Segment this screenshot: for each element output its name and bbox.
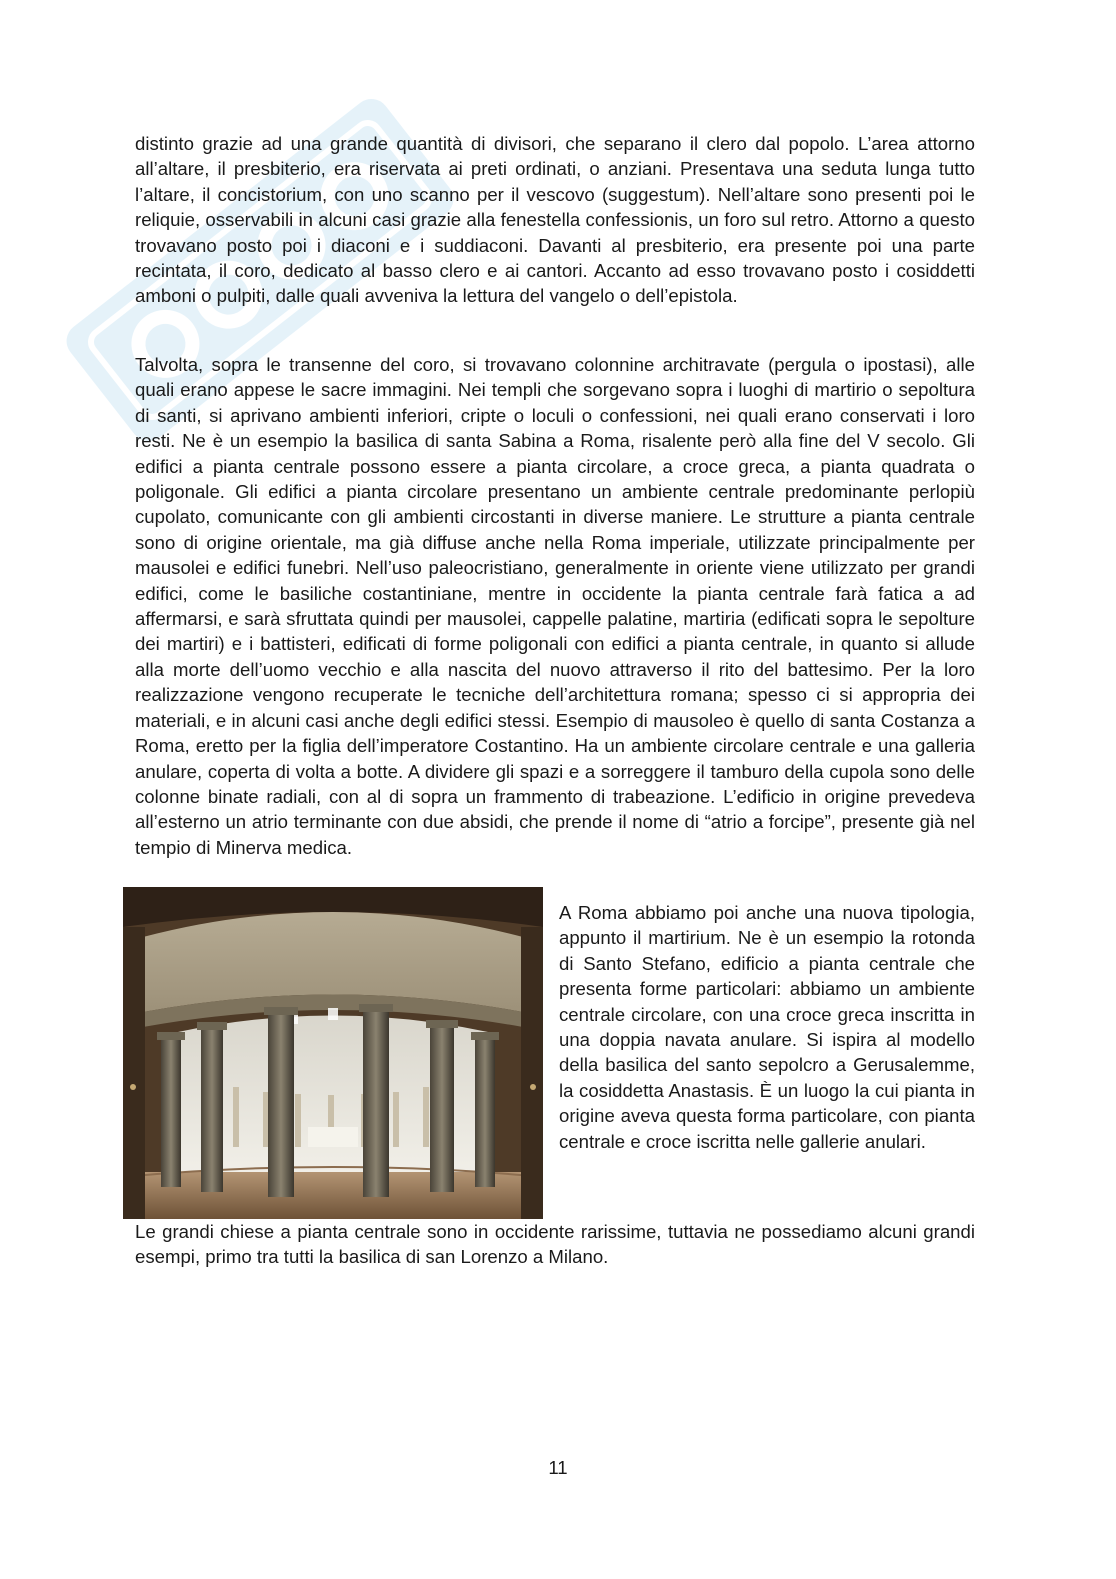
paragraph-presbiterio: distinto grazie ad una grande quantità di divisori, che separano il clero dal popolo. L’area attorno all’altare, il presbiterio, era riservata ai preti ordinati, o anziani. Presentava una seduta lunga tutto l’altare, il concistorium, con uno scanno per il vescovo (suggestum). Nell’altare sono presenti poi le reliquie, osservabili in alcuni casi grazie alla fenestella confessionis, un foro sul retro. Attorno a questo trovavano posto poi i diaconi e i suddiaconi. Davanti al presbiterio, era presente poi una parte recintata, il coro, dedicato al basso clero e ai cantori. Accanto ad esso trovavano posto i cosiddetti amboni o pulpiti, dalle quali avveniva la lettura del vangelo o dell’epistola. bbox=[135, 133, 975, 307]
paragraph-grandi-chiese: Le grandi chiese a pianta centrale sono in occidente rarissime, tuttavia ne possediamo alcuni grandi esempi, primo tra tutti la basilica di san Lorenzo a Milano. bbox=[135, 1221, 975, 1268]
page-number: 11 bbox=[548, 1457, 568, 1478]
photo-santo-stefano-rotondo bbox=[123, 887, 543, 1219]
paragraph-pianta-centrale: Talvolta, sopra le transenne del coro, si trovavano colonnine architravate (pergula o ipostasi), alle quali erano appese le sacre immagini. Nei templi che sorgevano sopra i luoghi di martirio o sepoltura di santi, si aprivano ambienti inferiori, cripte o loculi o confessioni, nei quali erano conservati i loro resti. Ne è un esempio la basilica di santa Sabina a Roma, risalente però alla fine del V secolo. Gli edifici a pianta centrale possono essere a pianta circolare, a croce greca, a pianta quadrata o poligonale. Gli edifici a pianta circolare presentano un ambiente centrale predominante perlopiù cupolato, comunicante con gli ambienti circostanti in diverse maniere. Le strutture a pianta centrale sono di origine orientale, ma già diffuse anche nella Roma imperiale, utilizzate principalmente per mausolei e edifici funebri. Nell’uso paleocristiano, generalmente in oriente viene utilizzato per grandi edifici, come le basiliche costantiniane, mentre in occidente la pianta centrale farà fatica a ad affermarsi, e sarà sfruttata quindi per mausolei, cappelle palatine, martiria (edificati sopra le sepolture dei martiri) e i battisteri, edificati di forme poligonali con edifici a pianta centrale, in quanto si allude alla morte dell’uomo vecchio e alla nascita del nuovo attraverso il rito del battesimo. Per la loro realizzazione vengono recuperate le tecniche dell’architettura romana; spesso ci si appropria dei materiali, e in alcuni casi anche degli edifici stessi. Esempio di mausoleo è quello di santa Costanza a Roma, eretto per la figlia dell’imperatore Costantino. Ha un ambiente circolare centrale e una galleria anulare, coperta di volta a botte. A dividere gli spazi e a sorreggere il tamburo della cupola sono delle colonne binate radiali, con al di sopra un frammento di trabeazione. L’edificio in origine prevedeva all’esterno un atrio terminante con due absidi, che prende il nome di “atrio a forcipe”, presente già nel tempio di Minerva medica. bbox=[135, 354, 975, 858]
paragraph-martirium: A Roma abbiamo poi anche una nuova tipologia, appunto il martirium. Ne è un esempio la rotonda di Santo Stefano, edificio a pianta centrale che presenta forme particolari: abbiamo un ambiente centrale circolare, con una croce greca inscritta in una doppia navata anulare. Si ispira al modello della basilica del santo sepolcro a Gerusalemme, la cosiddetta Anastasis. È un luogo la cui pianta in origine aveva questa forma particolare, con pianta centrale e croce iscritta nelle gallerie anulari. bbox=[559, 902, 975, 1152]
